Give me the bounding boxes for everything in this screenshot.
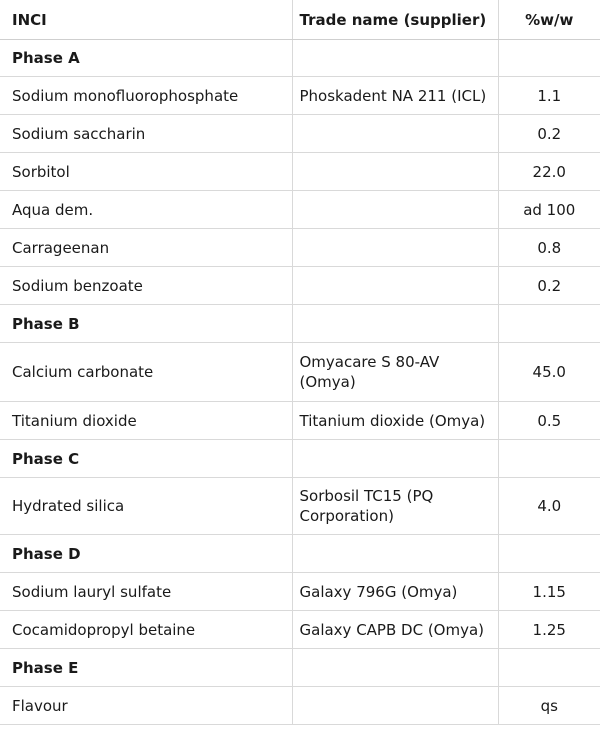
inci-cell: Sodium lauryl sulfate — [0, 573, 292, 611]
inci-cell: Aqua dem. — [0, 191, 292, 229]
table-row — [0, 402, 600, 440]
trade-cell — [292, 40, 498, 77]
percent-cell — [498, 440, 600, 478]
inci-cell: Sodium saccharin — [0, 115, 292, 153]
percent-cell: 1.25 — [498, 611, 600, 649]
table-header-row — [0, 0, 600, 40]
trade-cell — [292, 649, 498, 687]
inci-cell: Sodium monofluorophosphate — [0, 77, 292, 115]
inci-cell: Phase A — [0, 40, 292, 77]
trade-cell: Galaxy 796G (Omya) — [292, 573, 498, 611]
percent-cell: 22.0 — [498, 153, 600, 191]
percent-cell — [498, 649, 600, 687]
inci-cell: Phase B — [0, 305, 292, 343]
table-row — [0, 115, 600, 153]
table-row — [0, 478, 600, 535]
trade-cell — [292, 440, 498, 478]
trade-cell — [292, 305, 498, 343]
inci-cell: Sodium benzoate — [0, 267, 292, 305]
header-inci: INCI — [0, 0, 292, 40]
phase-row — [0, 535, 600, 573]
trade-cell — [292, 535, 498, 573]
trade-cell: Omyacare S 80-AV (Omya) — [292, 343, 498, 402]
table-row — [0, 229, 600, 267]
table-row — [0, 611, 600, 649]
table-row — [0, 343, 600, 402]
trade-cell — [292, 267, 498, 305]
inci-cell: Phase C — [0, 440, 292, 478]
percent-cell: ad 100 — [498, 191, 600, 229]
trade-cell — [292, 229, 498, 267]
table-row — [0, 153, 600, 191]
inci-cell: Titanium dioxide — [0, 402, 292, 440]
phase-row — [0, 649, 600, 687]
percent-cell — [498, 535, 600, 573]
percent-cell: qs — [498, 687, 600, 725]
inci-cell: Flavour — [0, 687, 292, 725]
inci-cell: Carrageenan — [0, 229, 292, 267]
percent-cell: 0.5 — [498, 402, 600, 440]
trade-cell: Sorbosil TC15 (PQ Corporation) — [292, 478, 498, 535]
trade-cell — [292, 191, 498, 229]
trade-cell: Galaxy CAPB DC (Omya) — [292, 611, 498, 649]
table-row — [0, 191, 600, 229]
percent-cell — [498, 40, 600, 77]
trade-cell — [292, 115, 498, 153]
header-percent: %w/w — [498, 0, 600, 40]
table-row — [0, 267, 600, 305]
inci-cell: Sorbitol — [0, 153, 292, 191]
inci-cell: Calcium carbonate — [0, 343, 292, 402]
percent-cell: 4.0 — [498, 478, 600, 535]
table-row — [0, 687, 600, 725]
inci-cell: Cocamidopropyl betaine — [0, 611, 292, 649]
percent-cell: 0.8 — [498, 229, 600, 267]
inci-cell: Hydrated silica — [0, 478, 292, 535]
percent-cell — [498, 305, 600, 343]
trade-cell: Phoskadent NA 211 (ICL) — [292, 77, 498, 115]
trade-cell: Titanium dioxide (Omya) — [292, 402, 498, 440]
percent-cell: 1.15 — [498, 573, 600, 611]
trade-cell — [292, 153, 498, 191]
inci-cell: Phase D — [0, 535, 292, 573]
header-trade-name: Trade name (supplier) — [292, 0, 498, 40]
phase-row — [0, 440, 600, 478]
percent-cell: 1.1 — [498, 77, 600, 115]
trade-cell — [292, 687, 498, 725]
phase-row — [0, 40, 600, 77]
phase-row — [0, 305, 600, 343]
percent-cell: 0.2 — [498, 115, 600, 153]
inci-cell: Phase E — [0, 649, 292, 687]
table-row — [0, 77, 600, 115]
percent-cell: 45.0 — [498, 343, 600, 402]
table-row — [0, 573, 600, 611]
percent-cell: 0.2 — [498, 267, 600, 305]
